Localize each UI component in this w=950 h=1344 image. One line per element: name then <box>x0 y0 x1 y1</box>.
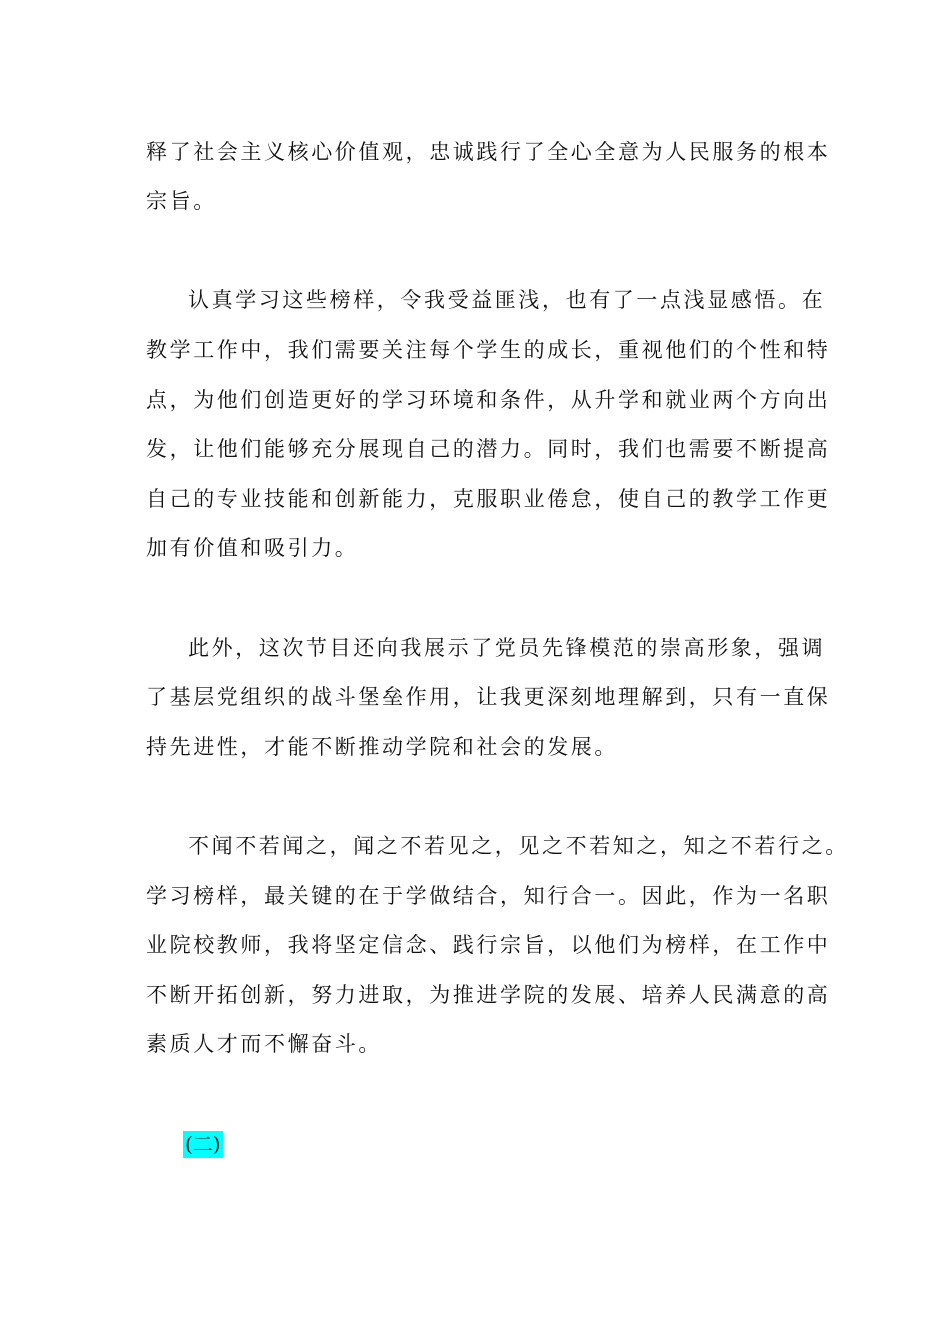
paragraph-line: 发，让他们能够充分展现自己的潜力。同时，我们也需要不断提高 <box>146 437 831 461</box>
paragraph-line: 持先进性，才能不断推动学院和社会的发展。 <box>146 735 618 759</box>
paragraph-line: 学习榜样，最关键的在于学做结合，知行合一。因此，作为一名职 <box>146 884 831 908</box>
paragraph-line: 加有价值和吸引力。 <box>146 536 359 560</box>
paragraph-line: 释了社会主义核心价值观，忠诚践行了全心全意为人民服务的根本 <box>146 140 831 164</box>
paragraph-line: 不断开拓创新，努力进取，为推进学院的发展、培养人民满意的高 <box>146 983 831 1007</box>
paragraph-line: 认真学习这些榜样，令我受益匪浅，也有了一点浅显感悟。在 <box>188 288 826 312</box>
paragraph-line: 点，为他们创造更好的学习环境和条件，从升学和就业两个方向出 <box>146 388 831 412</box>
paragraph-line: 教学工作中，我们需要关注每个学生的成长，重视他们的个性和特 <box>146 338 831 362</box>
paragraph-line: 不闻不若闻之，闻之不若见之，见之不若知之，知之不若行之。 <box>188 834 849 858</box>
paragraph-line: 业院校教师，我将坚定信念、践行宗旨，以他们为榜样，在工作中 <box>146 933 831 957</box>
section-heading: (二) <box>185 1132 221 1156</box>
paragraph-line: 自己的专业技能和创新能力，克服职业倦怠，使自己的教学工作更 <box>146 487 831 511</box>
paragraph-line: 了基层党组织的战斗堡垒作用，让我更深刻地理解到，只有一直保 <box>146 685 831 709</box>
paragraph-line: 宗旨。 <box>146 189 217 213</box>
paragraph-line: 此外，这次节目还向我展示了党员先锋模范的崇高形象，强调 <box>188 636 826 660</box>
paragraph-line: 素质人才而不懈奋斗。 <box>146 1032 382 1056</box>
